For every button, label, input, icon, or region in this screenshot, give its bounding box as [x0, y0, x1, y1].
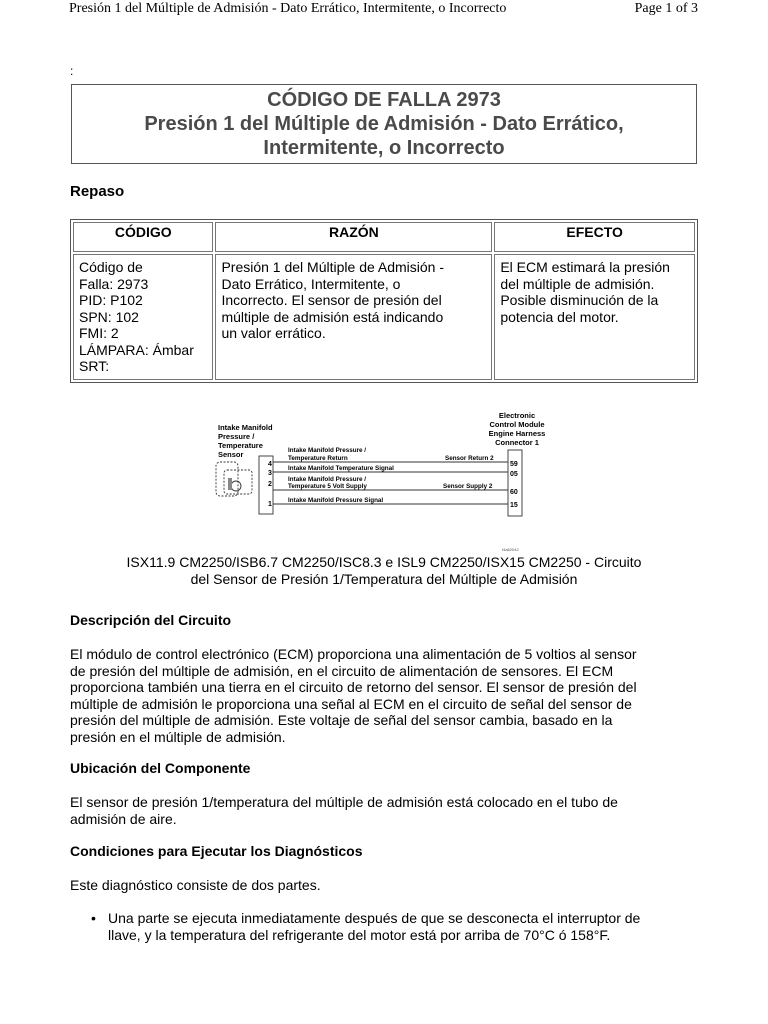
- cell-efecto: [494, 254, 695, 380]
- circuit-diagram: [214, 408, 546, 553]
- ubicacion-heading: Ubicación del Componente: [70, 760, 251, 776]
- cell-codigo: [73, 254, 213, 380]
- sensor-label-line: Temperature: [218, 441, 263, 450]
- ecm-label-line: Connector 1: [495, 438, 539, 447]
- descripcion-paragraph: [70, 646, 700, 745]
- header-codigo: CÓDIGO: [73, 222, 213, 252]
- descripcion-heading: Descripción del Circuito: [70, 612, 232, 628]
- page-header: [0, 0, 768, 20]
- fault-title-line2: Intermitente, o Incorrecto: [263, 137, 505, 159]
- fault-code-heading: CÓDIGO DE FALLA 2973: [267, 89, 501, 111]
- ecm-label-line: Electronic: [498, 411, 536, 420]
- ecm-label-line: Engine Harness: [488, 429, 546, 438]
- bullet-line: Una parte se ejecuta inmediatamente después de que se desconecta el interruptor de: [108, 910, 641, 926]
- razon-line: múltiple de admisión está indicando: [221, 308, 444, 325]
- pin-right: 59: [510, 461, 518, 468]
- paragraph-line: proporciona también una tierra en el circuito de retorno del sensor. El sensor de presión del: [70, 679, 637, 695]
- sensor-label-line: Intake Manifold: [218, 423, 273, 432]
- fault-title-line1: Presión 1 del Múltiple de Admisión - Dato Errático,: [144, 113, 624, 135]
- fault-code-title-box: [71, 84, 697, 164]
- pin-right: 15: [510, 502, 518, 509]
- sensor-body: [216, 462, 252, 496]
- wire-label: Intake Manifold Pressure /: [288, 476, 367, 483]
- cell-razon: [215, 254, 492, 380]
- bullet-line: llave, y la temperatura del refrigerante del motor está por arriba de 70°C ó 158°F.: [108, 926, 611, 943]
- codigo-line: Falla: 2973: [79, 275, 149, 292]
- codigo-line: FMI: 2: [79, 325, 119, 341]
- wire-label: Intake Manifold Pressure /: [288, 447, 367, 454]
- header-razon: RAZÓN: [215, 222, 492, 252]
- codigo-line: LÁMPARA: Ámbar: [79, 341, 194, 358]
- razon-line: un valor errático.: [221, 325, 326, 341]
- razon-line: Presión 1 del Múltiple de Admisión -: [221, 259, 445, 275]
- list-item: [70, 910, 700, 943]
- colon-mark: :: [70, 64, 74, 78]
- table-header-row: [73, 222, 695, 252]
- paragraph-line: múltiple de admisión le proporciona una señal al ECM en el circuito de señal del sensor de: [70, 695, 632, 712]
- wire-label: Temperature Return: [288, 455, 348, 462]
- paragraph-line: de presión del múltiple de admisión, en el circuito de alimentación de sensores. El ECM: [70, 662, 614, 679]
- page-number: Page 1 of 3: [634, 1, 698, 16]
- caption-line: del Sensor de Presión 1/Temperatura del Múltiple de Admisión: [190, 570, 578, 587]
- condiciones-heading: Condiciones para Ejecutar los Diagnósticos: [70, 843, 363, 859]
- pin-left: 4: [268, 461, 272, 468]
- ubicacion-paragraph: [70, 794, 700, 827]
- efecto-line: Posible disminución de la: [500, 292, 659, 308]
- pin-left: 3: [268, 470, 272, 477]
- document-title: Presión 1 del Múltiple de Admisión - Dato Errático, Intermitente, o Incorrecto: [69, 1, 507, 16]
- header-efecto: EFECTO: [494, 222, 695, 252]
- sensor-supply-label: Sensor Supply 2: [443, 483, 493, 490]
- wire-label: Intake Manifold Temperature Signal: [288, 465, 394, 472]
- paragraph-line: admisión de aire.: [70, 810, 177, 827]
- fault-table: [70, 219, 698, 383]
- pin-left: 2: [268, 481, 272, 488]
- paragraph-line: presión en el múltiple de admisión.: [70, 728, 286, 745]
- efecto-line: El ECM estimará la presión: [500, 259, 670, 275]
- razon-line: Dato Errático, Intermitente, o: [221, 275, 401, 292]
- repaso-heading: Repaso: [70, 183, 125, 200]
- diagram-caption: [70, 554, 698, 587]
- sensor-label-line: Sensor: [218, 450, 244, 459]
- paragraph-line: El sensor de presión 1/temperatura del múltiple de admisión está colocado en el tubo de: [70, 794, 618, 810]
- paragraph-line: El módulo de control electrónico (ECM) proporciona una alimentación de 5 voltios al sensor: [70, 646, 637, 662]
- sensor-return-label: Sensor Return 2: [445, 455, 494, 462]
- efecto-line: potencia del motor.: [500, 308, 619, 325]
- efecto-line: del múltiple de admisión.: [500, 275, 655, 292]
- pin-right: 60: [510, 489, 518, 496]
- bullet-icon: •: [91, 910, 96, 926]
- codigo-line: SRT:: [79, 358, 110, 374]
- caption-line: ISX11.9 CM2250/ISB6.7 CM2250/ISC8.3 e ISL9 CM2250/ISX15 CM2250 - Circuito: [126, 554, 642, 570]
- diagram-reference: f4a82042: [502, 547, 519, 552]
- table-row: [73, 254, 695, 380]
- wire-label: Intake Manifold Pressure Signal: [288, 497, 384, 504]
- wire-label: Temperature 5 Volt Supply: [288, 483, 367, 490]
- condiciones-paragraph: Este diagnóstico consiste de dos partes.: [70, 877, 321, 893]
- codigo-line: Código de: [79, 259, 143, 275]
- pin-left: 1: [268, 501, 272, 508]
- razon-line: Incorrecto. El sensor de presión del: [221, 292, 442, 308]
- sensor-label-line: Pressure /: [218, 432, 255, 441]
- codigo-line: SPN: 102: [79, 308, 139, 325]
- pin-right: 05: [510, 471, 518, 478]
- ecm-label-line: Control Module: [489, 420, 545, 429]
- conditions-list: [70, 910, 700, 943]
- paragraph-line: presión del múltiple de admisión. Este voltaje de señal del sensor cambia, basado en la: [70, 712, 613, 728]
- codigo-line: PID: P102: [79, 292, 143, 308]
